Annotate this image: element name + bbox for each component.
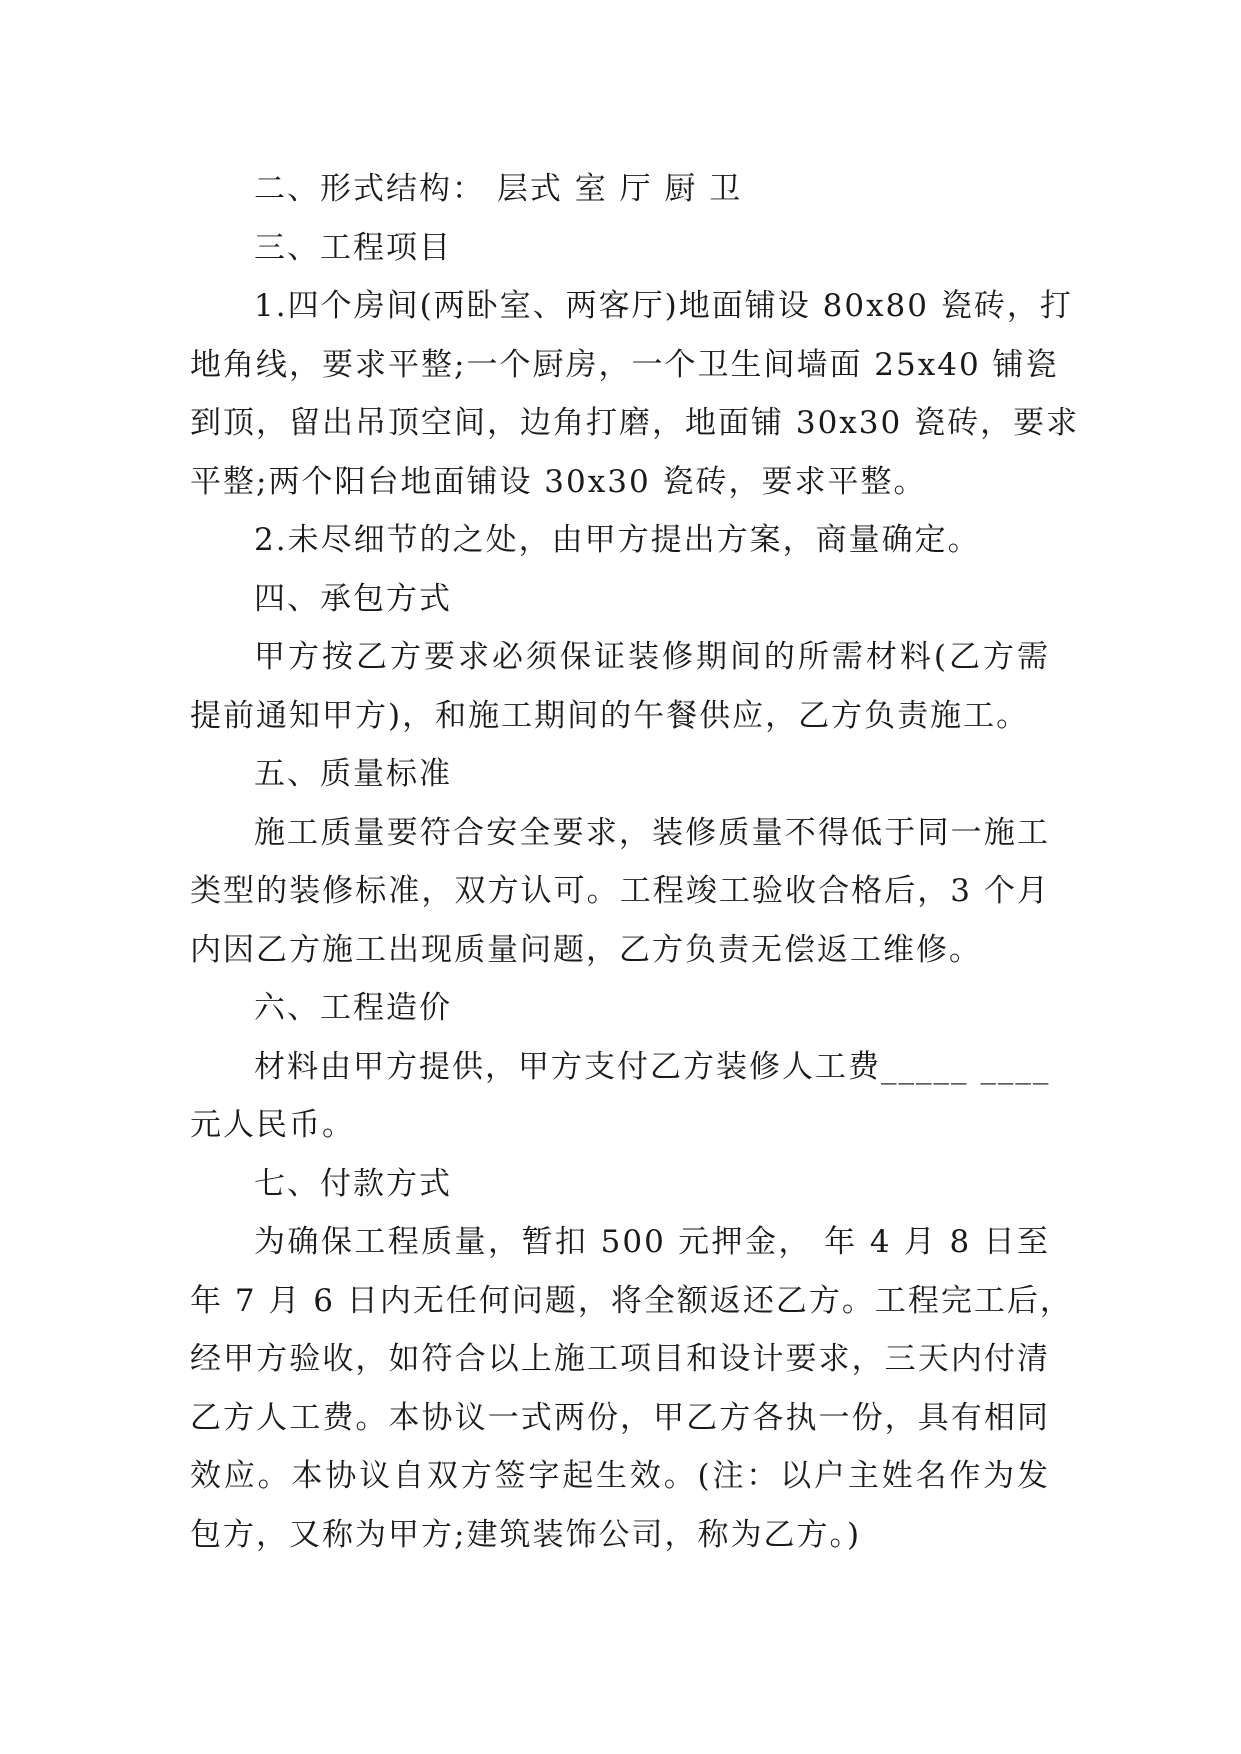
paragraph-line: 平整;两个阳台地面铺设 30x30 瓷砖，要求平整。 [190,463,927,500]
paragraph-line: 乙方人工费。本协议一式两份，甲乙方各执一份，具有相同 [190,1399,1050,1436]
paragraph-line: 为确保工程质量，暂扣 500 元押金， 年 4 月 8 日至 [254,1224,1050,1260]
document-body [190,160,1080,1564]
section-heading-project-cost: 六、工程造价 [254,990,452,1026]
paragraph-line: 年 7 月 6 日内无任何问题，将全额返还乙方。工程完工后， [190,1282,1073,1319]
paragraph-line: 2.未尽细节的之处，由甲方提出方案，商量确定。 [254,522,981,558]
section-heading-contract-method: 四、承包方式 [254,580,452,617]
paragraph-line: 元人民币。 [190,1107,355,1143]
paragraph-line: 包方，又称为甲方;建筑装饰公司，称为乙方。) [190,1516,862,1553]
paragraph-line: 材料由甲方提供，甲方支付乙方装修人工费_____ ____ [254,1048,1051,1085]
paragraph-line: 地角线，要求平整;一个厨房，一个卫生间墙面 25x40 铺瓷 [190,346,1059,383]
paragraph-line: 内因乙方施工出现质量问题，乙方负责无偿返工维修。 [190,931,982,968]
paragraph-line: 施工质量要符合安全要求，装修质量不得低于同一施工 [254,814,1050,851]
section-heading-form-structure: 二、形式结构： 层式 室 厅 厨 卫 [254,171,743,207]
paragraph-line: 提前通知甲方)，和施工期间的午餐供应，乙方负责施工。 [190,697,1030,734]
paragraph-line: 经甲方验收，如符合以上施工项目和设计要求，三天内付清 [190,1341,1050,1377]
paragraph-line: 效应。本协议自双方签字起生效。(注：以户主姓名作为发 [190,1458,1050,1494]
section-heading-project-items: 三、工程项目 [254,229,452,266]
section-heading-payment-method: 七、付款方式 [254,1165,452,1202]
paragraph-line: 甲方按乙方要求必须保证装修期间的所需材料(乙方需 [254,639,1050,675]
paragraph-line: 类型的装修标准，双方认可。工程竣工验收合格后，3 个月 [190,873,1050,909]
section-heading-quality-standard: 五、质量标准 [254,756,452,792]
paragraph-line: 1.四个房间(两卧室、两客厅)地面铺设 80x80 瓷砖，打 [254,288,1073,324]
paragraph-line: 到顶，留出吊顶空间，边角打磨，地面铺 30x30 瓷砖，要求 [190,405,1080,441]
